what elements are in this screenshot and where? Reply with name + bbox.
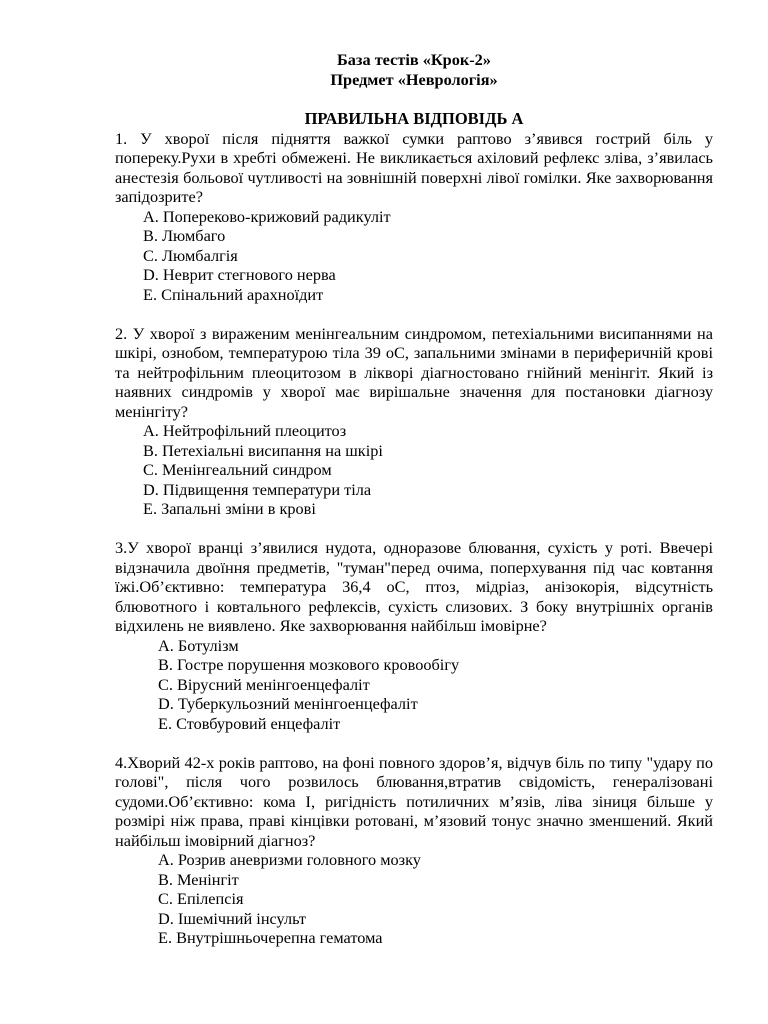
subject-title: Предмет «Неврологія»	[330, 69, 498, 89]
answer-option-d: D. Туберкульозний менінгоенцефаліт	[158, 694, 418, 713]
answer-option-e: E. Спінальний арахноїдит	[143, 284, 324, 304]
question-4	[115, 753, 713, 948]
question-text: 4.Хворий 42-х років раптово, на фоні повного здоров’я, відчув біль по типу "удару по голові", після чого розвилось блювання,втратив свідомість, генералізовані судоми.Об’єктивно: кома I, ригідність потиличних м’язів, ліва зіниця більше у розмірі ніж права, праві кінцівки ротовані, м’язовий тонус значно зменшений. Який найбільш імовірний діагноз?	[115, 752, 713, 850]
answer-option-d: D. Неврит стегнового нерва	[143, 265, 336, 284]
question-3	[115, 538, 713, 733]
document-page	[115, 50, 713, 948]
correct-answer-heading: ПРАВИЛЬНА ВІДПОВІДЬ А	[304, 109, 524, 128]
answer-option-a: A. Нейтрофільний плеоцитоз	[143, 421, 347, 440]
answer-option-d: D. Підвищення температури тіла	[143, 479, 372, 499]
question-text: 1. У хворої після підняття важкої сумки раптово з’явився гострий біль у попереку.Рухи в хребті обмежені. Не викликається ахіловий рефлекс зліва, з’явилась анестезія больової чутливості на зовнішній поверхні лівої гомілки. Яке захворювання запідозрите?	[115, 128, 713, 206]
question-2	[115, 324, 713, 519]
test-base-title: База тестів «Крок-2»	[337, 50, 491, 69]
answer-option-a: A. Попереково-крижовий радикуліт	[143, 206, 391, 226]
answer-option-b: B. Гостре порушення мозкового кровообігу	[158, 655, 460, 674]
answer-option-a: A. Розрив аневризми головного мозку	[158, 850, 421, 869]
answer-option-d: D. Ішемічний інсульт	[158, 908, 307, 928]
answer-option-c: C. Менінгеальний синдром	[143, 460, 332, 479]
answer-options	[115, 636, 713, 734]
answer-option-e: E. Запальні зміни в крові	[143, 499, 316, 518]
question-1	[115, 129, 713, 305]
answer-option-c: C. Епілепсія	[158, 889, 244, 908]
answer-options	[115, 421, 713, 519]
answer-options	[115, 207, 713, 305]
answer-option-b: B. Петехіальні висипання на шкірі	[143, 440, 383, 460]
answer-option-e: E. Стовбуровий енцефаліт	[158, 713, 341, 733]
answer-option-a: A. Ботулізм	[158, 635, 239, 655]
answer-option-e: E. Внутрішньочерепна гематома	[158, 928, 383, 947]
answer-option-b: B. Люмбаго	[143, 226, 226, 245]
question-text: 2. У хворої з вираженим менінгеальним синдромом, петехіальними висипаннями на шкірі, ознобом, температурою тіла 39 оС, запальними змінами в периферичній крові та нейтрофільним плеоцитозом в ліквoрі діагностовано гнійний менінгіт. Який із наявних синдромів у хворої має вирішальне значення для постановки діагнозу менінгіту?	[115, 323, 713, 421]
answer-option-b: B. Менінгіт	[158, 869, 239, 889]
answer-option-c: C. Вірусний менінгоенцефаліт	[158, 674, 370, 694]
answer-option-c: C. Люмбалгія	[143, 245, 238, 265]
answer-options	[115, 850, 713, 948]
question-text: 3.У хворої вранці з’явилися нудота, одноразове блювання, сухість у роті. Ввечері відзначила двоїння предметів, "туман"перед очима, поперхування під час ковтання їжі.Об’єктивно: температура 36,4 оС, птоз, мідріаз, анізокорія, відсутність блювотного і ковтального рефлексів, сухість слизових. З боку внутрішніх органів відхилень не виявлено. Яке захворювання найбільш імовірне?	[115, 538, 713, 635]
